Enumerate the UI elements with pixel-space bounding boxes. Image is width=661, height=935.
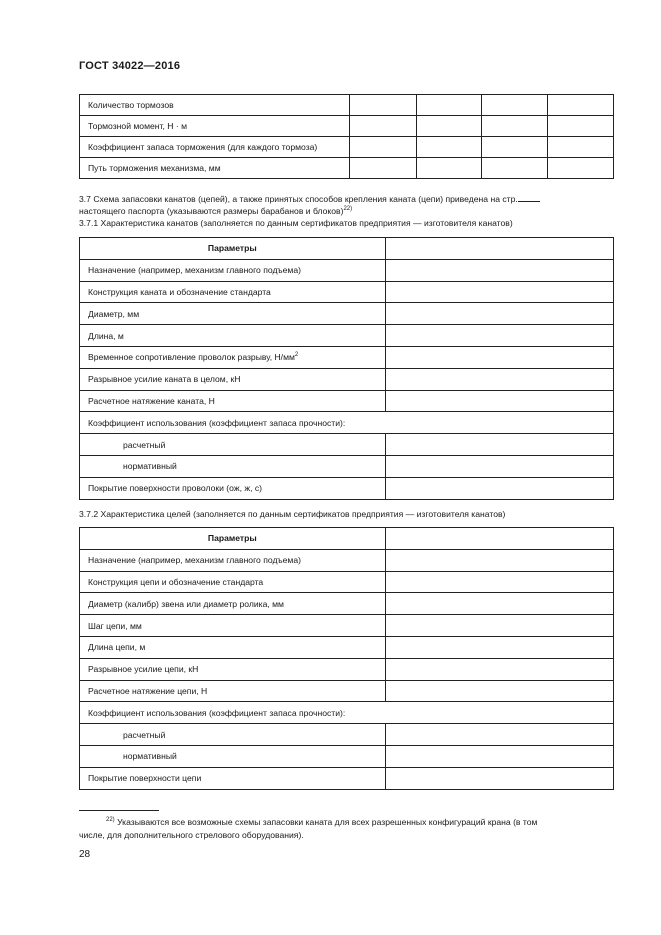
- row-label: Длина цепи, м: [80, 636, 386, 658]
- footnote-line2: числе, для дополнительного стрелового оборудования).: [79, 829, 304, 840]
- section-3-7-text: 3.7 Схема запасовки канатов (цепей), а также принятых способов крепления каната (цепи) приведена на стр.: [79, 194, 518, 204]
- table-row: [80, 549, 614, 571]
- value-cell[interactable]: [385, 477, 613, 499]
- page-blank[interactable]: [518, 193, 540, 202]
- row-label: Длина, м: [80, 325, 386, 347]
- table-row: [80, 390, 614, 412]
- row-label-text: Временное сопротивление проволок разрыву, Н/мм: [88, 352, 295, 363]
- value-cell[interactable]: [385, 615, 613, 637]
- value-cell[interactable]: [417, 137, 482, 158]
- table-row: [80, 571, 614, 593]
- value-cell[interactable]: [385, 455, 613, 477]
- value-cell[interactable]: [385, 303, 613, 325]
- value-cell[interactable]: [385, 724, 613, 746]
- footnote-line1: [79, 816, 615, 829]
- table-row: [80, 303, 614, 325]
- table-row: [80, 137, 614, 158]
- table-row: [80, 368, 614, 390]
- row-label: Количество тормозов: [80, 95, 350, 116]
- row-label: расчетный: [80, 724, 386, 746]
- page-number: 28: [79, 849, 91, 860]
- value-cell[interactable]: [385, 434, 613, 456]
- footnote-divider: [79, 810, 159, 811]
- row-label-spanning: Коэффициент использования (коэффициент запаса прочности):: [80, 702, 614, 724]
- value-cell[interactable]: [385, 325, 613, 347]
- row-label: [80, 346, 386, 368]
- value-cell[interactable]: [385, 658, 613, 680]
- table-row: [80, 158, 614, 179]
- value-cell[interactable]: [385, 680, 613, 702]
- value-cell[interactable]: [385, 390, 613, 412]
- section-3-7-line2: [79, 205, 352, 217]
- row-label: Расчетное натяжение цепи, Н: [80, 680, 386, 702]
- unit-superscript: 2: [294, 352, 299, 359]
- value-cell[interactable]: [482, 158, 548, 179]
- row-label: нормативный: [80, 745, 386, 767]
- value-cell[interactable]: [385, 767, 613, 789]
- table-row: [80, 724, 614, 746]
- table-row: [80, 593, 614, 615]
- row-label: Диаметр, мм: [80, 303, 386, 325]
- value-cell[interactable]: [548, 137, 614, 158]
- row-label: Назначение (например, механизм главного подъема): [80, 549, 386, 571]
- value-cell[interactable]: [385, 259, 613, 281]
- value-cell[interactable]: [385, 593, 613, 615]
- row-label: Коэффициент запаса торможения (для каждого тормоза): [80, 137, 350, 158]
- section-3-7-1-title: 3.7.1 Характеристика канатов (заполняется по данным сертификатов предприятия — изготовителя канатов): [79, 218, 513, 228]
- value-cell[interactable]: [385, 745, 613, 767]
- table-row: [80, 636, 614, 658]
- row-label: Путь торможения механизма, мм: [80, 158, 350, 179]
- row-label: Расчетное натяжение каната, Н: [80, 390, 386, 412]
- table-row: [80, 116, 614, 137]
- value-cell[interactable]: [385, 238, 613, 260]
- parameters-header: Параметры: [80, 238, 386, 260]
- table-row: [80, 477, 614, 499]
- value-cell[interactable]: [350, 137, 417, 158]
- table-row: [80, 455, 614, 477]
- value-cell[interactable]: [482, 116, 548, 137]
- table-row: [80, 259, 614, 281]
- row-label: Назначение (например, механизм главного подъема): [80, 259, 386, 281]
- row-label: Разрывное усилие цепи, кН: [80, 658, 386, 680]
- section-3-7-text-2: настоящего паспорта (указываются размеры барабанов и блоков): [79, 206, 344, 216]
- value-cell[interactable]: [548, 116, 614, 137]
- value-cell[interactable]: [385, 571, 613, 593]
- value-cell[interactable]: [417, 158, 482, 179]
- value-cell[interactable]: [417, 95, 482, 116]
- value-cell[interactable]: [385, 368, 613, 390]
- table-row: [80, 346, 614, 368]
- row-label: Конструкция цепи и обозначение стандарта: [80, 571, 386, 593]
- value-cell[interactable]: [548, 95, 614, 116]
- brake-parameters-table: [79, 94, 614, 179]
- chain-characteristics-table: [79, 527, 614, 790]
- row-label-spanning: Коэффициент использования (коэффициент запаса прочности):: [80, 412, 614, 434]
- value-cell[interactable]: [482, 95, 548, 116]
- footnote-text: Указываются все возможные схемы запасовки каната для всех разрешенных конфигураций крана (в том: [117, 817, 538, 827]
- footnote-ref: 22): [343, 206, 353, 213]
- row-label: Диаметр (калибр) звена или диаметр ролика, мм: [80, 593, 386, 615]
- row-label: Покрытие поверхности проволоки (ож, ж, с): [80, 477, 386, 499]
- table-row: [80, 767, 614, 789]
- row-label: Шаг цепи, мм: [80, 615, 386, 637]
- value-cell[interactable]: [417, 116, 482, 137]
- table-row: [80, 680, 614, 702]
- footnote: [79, 816, 615, 841]
- table-row: [80, 615, 614, 637]
- value-cell[interactable]: [350, 116, 417, 137]
- row-label: Тормозной момент, Н · м: [80, 116, 350, 137]
- value-cell[interactable]: [548, 158, 614, 179]
- table-row: [80, 95, 614, 116]
- table-row: [80, 658, 614, 680]
- document-header: ГОСТ 34022—2016: [79, 60, 181, 72]
- value-cell[interactable]: [385, 636, 613, 658]
- value-cell[interactable]: [385, 281, 613, 303]
- footnote-number: 22): [106, 817, 115, 824]
- parameters-header: Параметры: [80, 528, 386, 550]
- value-cell[interactable]: [385, 346, 613, 368]
- section-3-7-line1: [79, 193, 540, 205]
- value-cell[interactable]: [385, 549, 613, 571]
- table-row: [80, 702, 614, 724]
- table-row: [80, 412, 614, 434]
- value-cell[interactable]: [385, 528, 613, 550]
- table-row: [80, 434, 614, 456]
- table-row: [80, 325, 614, 347]
- row-label: расчетный: [80, 434, 386, 456]
- table-row: [80, 281, 614, 303]
- row-label: Покрытие поверхности цепи: [80, 767, 386, 789]
- section-3-7-2-title: 3.7.2 Характеристика целей (заполняется по данным сертификатов предприятия — изготовителя канатов): [79, 509, 506, 519]
- row-label: Разрывное усилие каната в целом, кН: [80, 368, 386, 390]
- rope-characteristics-table: [79, 237, 614, 500]
- table-row: [80, 745, 614, 767]
- row-label: Конструкция каната и обозначение стандарта: [80, 281, 386, 303]
- value-cell[interactable]: [350, 95, 417, 116]
- value-cell[interactable]: [482, 137, 548, 158]
- value-cell[interactable]: [350, 158, 417, 179]
- table-header-row: [80, 528, 614, 550]
- row-label: нормативный: [80, 455, 386, 477]
- table-header-row: [80, 238, 614, 260]
